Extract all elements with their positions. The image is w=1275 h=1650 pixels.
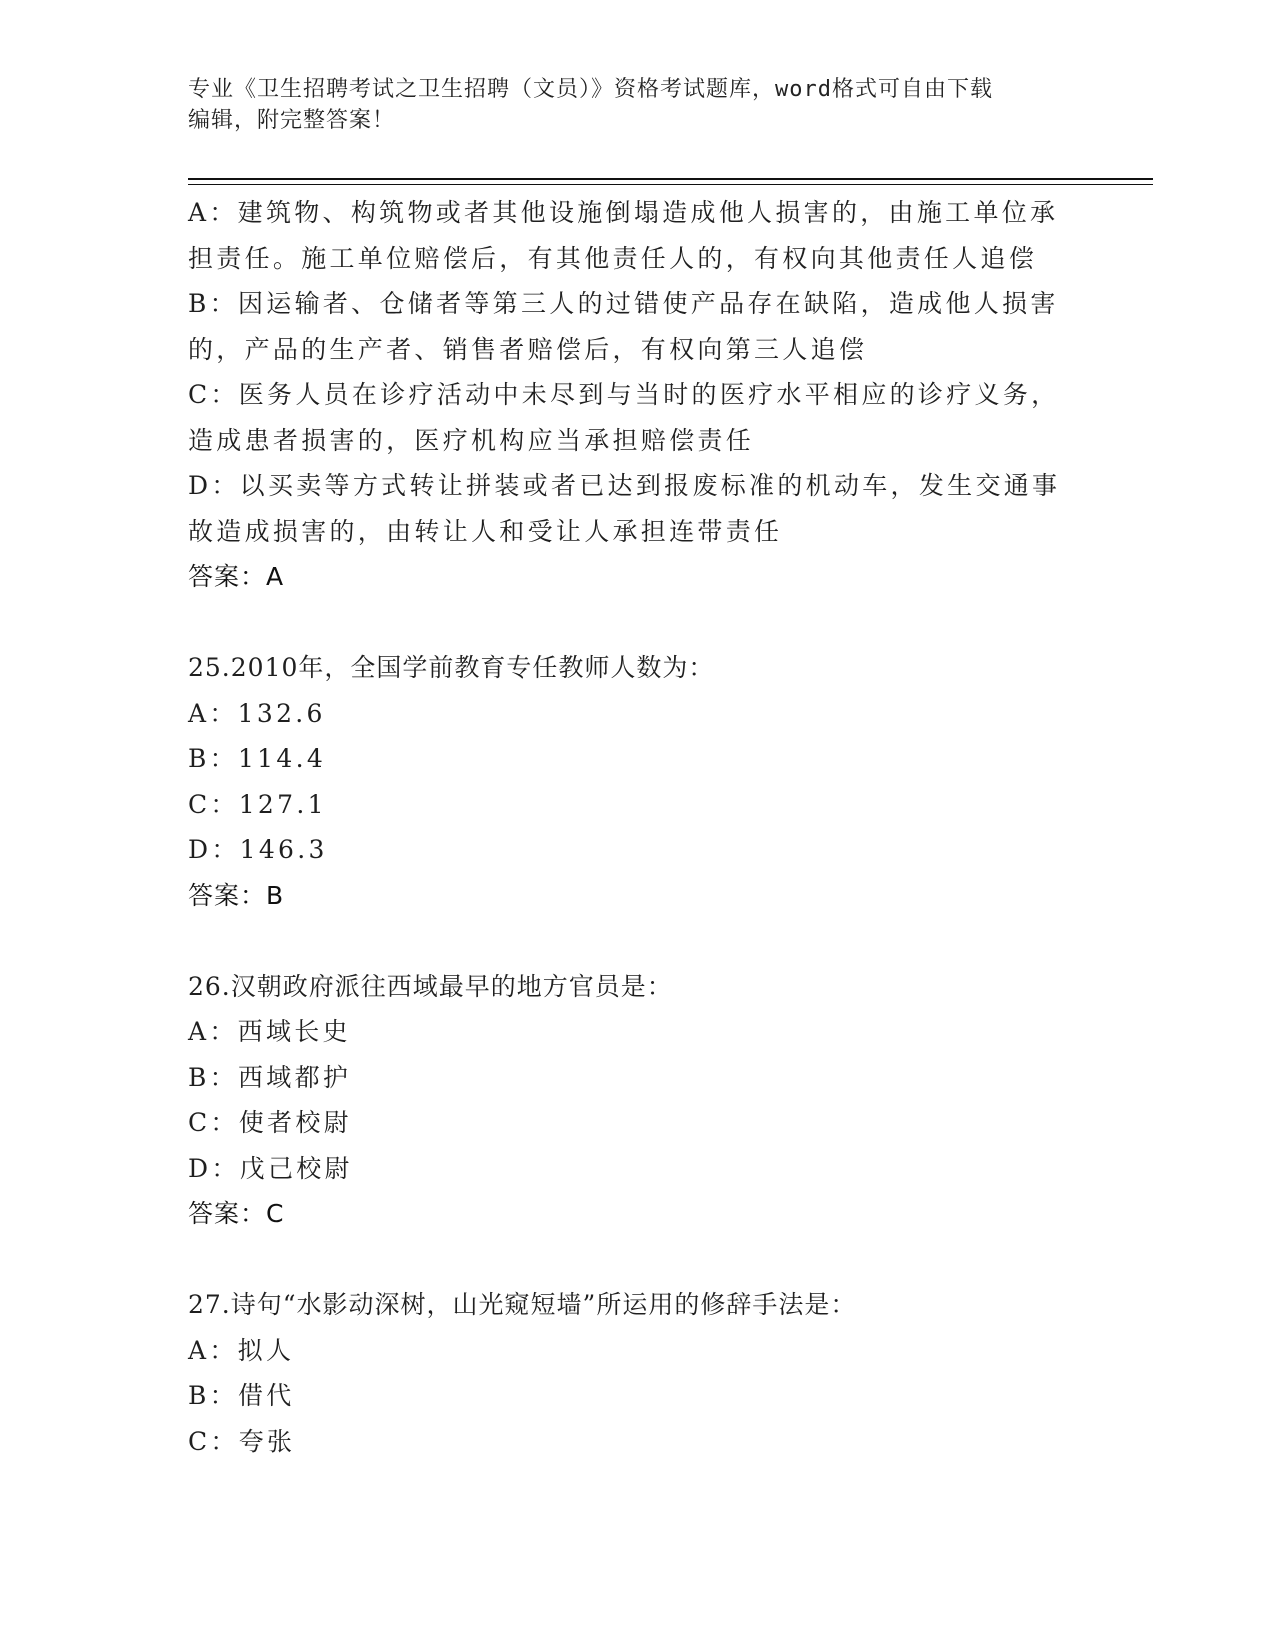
header-divider-thin bbox=[188, 184, 1153, 185]
question-text: 26.汉朝政府派往西域最早的地方官员是： bbox=[188, 971, 673, 1001]
option-b: B：借代 bbox=[188, 1381, 295, 1410]
spacer bbox=[188, 600, 1088, 646]
option-a: A：西域长史 bbox=[188, 1017, 351, 1046]
document-header bbox=[188, 74, 1088, 136]
question-list bbox=[188, 190, 1088, 1464]
option-a: A：132.6 bbox=[188, 698, 326, 728]
option-d: D：146.3 bbox=[188, 835, 328, 864]
option-b: B：114.4 bbox=[188, 744, 327, 773]
option-a: A：拟人 bbox=[188, 1335, 295, 1365]
option-c-line-2: 造成患者损害的，医疗机构应当承担赔偿责任 bbox=[188, 425, 755, 455]
question-text: 25.2010年，全国学前教育专任教师人数为： bbox=[188, 653, 715, 682]
answer-label: 答案：B bbox=[188, 880, 285, 910]
option-d-line-2: 故造成损害的，由转让人和受让人承担连带责任 bbox=[188, 516, 783, 546]
option-d: D：戊己校尉 bbox=[188, 1153, 353, 1183]
question-25 bbox=[188, 645, 1088, 918]
header-line-1: 专业《卫生招聘考试之卫生招聘（文员）》资格考试题库，word格式可自由下载 bbox=[188, 77, 993, 102]
question-24 bbox=[188, 190, 1088, 600]
spacer bbox=[188, 918, 1088, 964]
option-c: C：使者校尉 bbox=[188, 1108, 352, 1137]
question-27 bbox=[188, 1282, 1088, 1464]
option-b-line-1: B：因运输者、仓储者等第三人的过错使产品存在缺陷，造成他人损害 bbox=[188, 289, 1059, 318]
answer-label: 答案：A bbox=[188, 562, 285, 591]
option-c: C：127.1 bbox=[188, 789, 327, 819]
header-divider-thick bbox=[188, 178, 1153, 180]
option-a-line-2: 担责任。施工单位赔偿后，有其他责任人的，有权向其他责任人追偿 bbox=[188, 243, 1038, 273]
question-26 bbox=[188, 964, 1088, 1237]
option-a-line-1: A：建筑物、构筑物或者其他设施倒塌造成他人损害的，由施工单位承 bbox=[188, 198, 1059, 227]
option-d-line-1: D：以买卖等方式转让拼装或者已达到报废标准的机动车，发生交通事 bbox=[188, 471, 1061, 500]
option-c: C：夸张 bbox=[188, 1426, 296, 1456]
option-b: B：西域都护 bbox=[188, 1062, 352, 1092]
question-text: 27.诗句“水影动深树，山光窥短墙”所运用的修辞手法是： bbox=[188, 1290, 857, 1319]
answer-label: 答案：C bbox=[188, 1199, 285, 1228]
header-line-2: 编辑，附完整答案！ bbox=[188, 108, 396, 133]
option-b-line-2: 的，产品的生产者、销售者赔偿后，有权向第三人追偿 bbox=[188, 334, 868, 364]
spacer bbox=[188, 1237, 1088, 1283]
option-c-line-1: C：医务人员在诊疗活动中未尽到与当时的医疗水平相应的诊疗义务， bbox=[188, 380, 1060, 409]
